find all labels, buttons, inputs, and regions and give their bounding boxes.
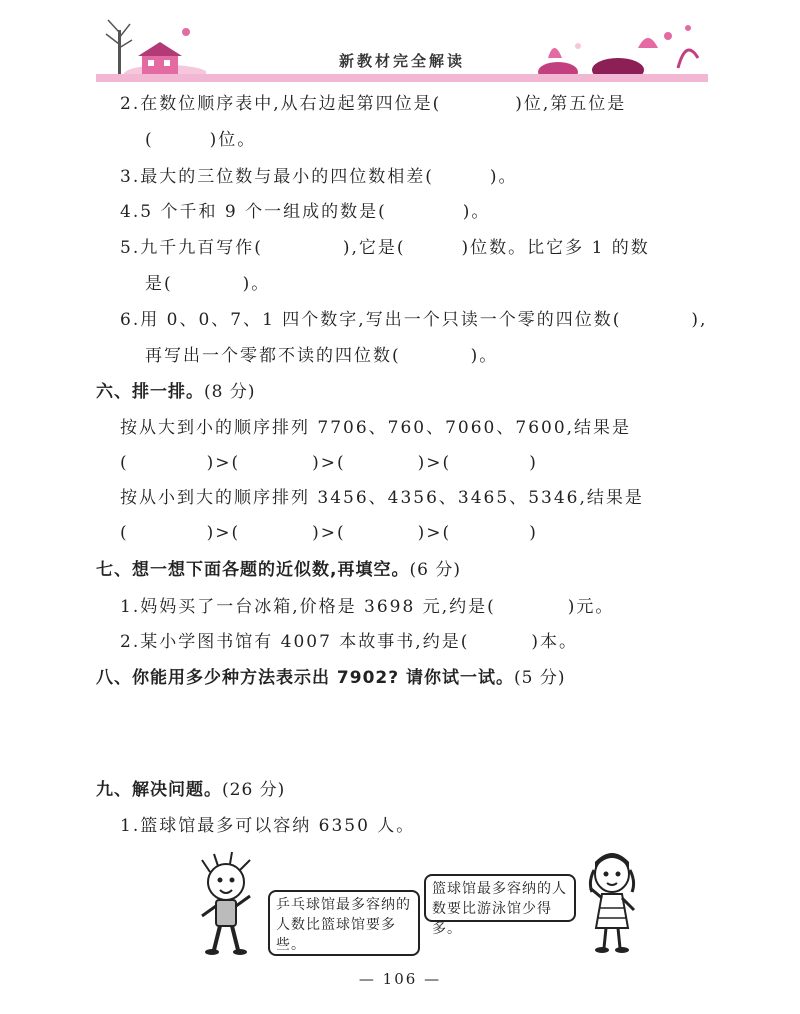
question-2-line-1: 2.在数位顺序表中,从右边起第四位是( )位,第五位是 [120, 94, 627, 114]
question-6-line-1: 6.用 0、0、7、1 四个数字,写出一个只读一个零的四位数( ), [120, 310, 708, 330]
section-6-answer-row-2: ( )>( )>( )>( ) [120, 523, 538, 543]
section-9-question-1: 1.篮球馆最多可以容纳 6350 人。 [120, 816, 416, 836]
section-8-title: 八、你能用多少种方法表示出 7902? 请你试一试。(5 分) [96, 668, 566, 688]
question-4: 4.5 个千和 9 个一组成的数是( )。 [120, 202, 491, 222]
boy-figure [192, 850, 262, 960]
page-header [96, 18, 708, 88]
question-2-line-2: ( )位。 [145, 130, 257, 150]
header-title: 新教材完全解读 [338, 52, 465, 70]
section-6-desc-2: 按从小到大的顺序排列 3456、4356、3465、5346,结果是 [120, 488, 644, 508]
girl-figure [580, 848, 644, 958]
section-7-question-1: 1.妈妈买了一台冰箱,价格是 3698 元,约是( )元。 [120, 597, 615, 617]
section-6-answer-row-1: ( )>( )>( )>( ) [120, 453, 538, 473]
question-5-line-1: 5.九千九百写作( ),它是( )位数。比它多 1 的数 [120, 238, 650, 258]
cartoon-illustration [184, 848, 616, 960]
question-5-line-2: 是( )。 [145, 274, 271, 294]
speech-bubble-right: 篮球馆最多容纳的人 数要比游泳馆少得多。 [424, 874, 576, 922]
section-9-title: 九、解决问题。(26 分) [96, 780, 286, 800]
header-band [96, 74, 708, 82]
question-6-line-2: 再写出一个零都不读的四位数( )。 [145, 346, 499, 366]
speech-bubble-left: 乒乓球馆最多容纳的 人数比篮球馆要多 些。 [268, 890, 420, 956]
question-3: 3.最大的三位数与最小的四位数相差( )。 [120, 167, 518, 187]
section-7-title: 七、想一想下面各题的近似数,再填空。(6 分) [96, 560, 461, 580]
section-6-title: 六、排一排。(8 分) [96, 382, 256, 402]
section-7-question-2: 2.某小学图书馆有 4007 本故事书,约是( )本。 [120, 632, 578, 652]
section-6-desc-1: 按从大到小的顺序排列 7706、760、7060、7600,结果是 [120, 418, 632, 438]
page-number: — 106 — [358, 970, 442, 988]
